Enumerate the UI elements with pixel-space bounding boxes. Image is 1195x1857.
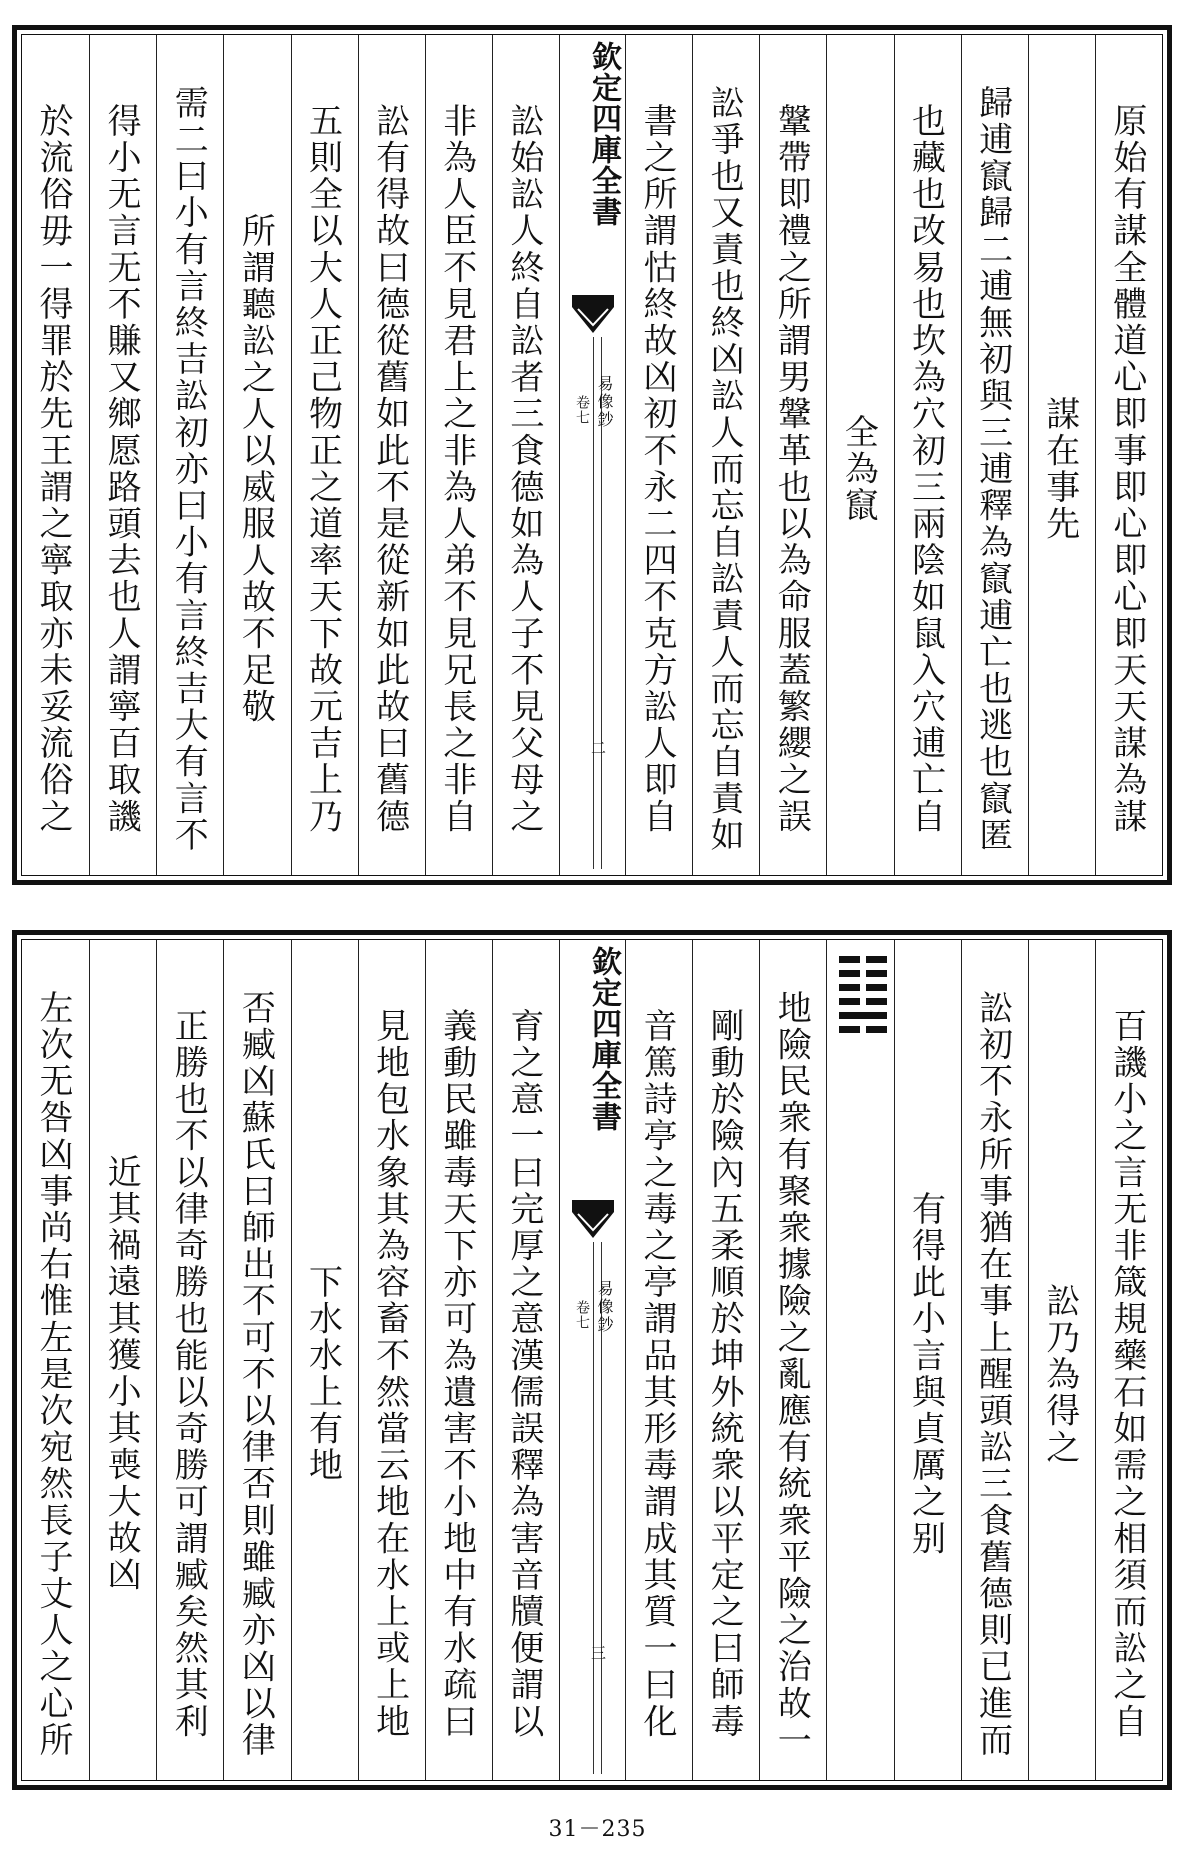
bottom-column-10	[425, 940, 492, 1780]
column-text: 也藏也改易也坎為穴初三兩陰如鼠入穴逋亡自	[905, 103, 946, 835]
bottom-column-6	[759, 940, 826, 1780]
bottom-column-11	[358, 940, 425, 1780]
bottom-column-3	[961, 940, 1028, 1780]
column-text: 地險民衆有聚衆據險之亂應有統衆平險之治故一	[771, 989, 812, 1759]
volume-label: 卷七	[574, 395, 590, 425]
column-text: 需二曰小有言終吉訟初亦曰小有言終吉大有言不	[168, 84, 209, 854]
shi-hexagram-icon	[839, 956, 887, 1040]
book-name: 易像鈔	[595, 1280, 614, 1334]
folio-number: 三	[589, 1645, 607, 1660]
column-text: 育之意一曰完厚之意漢儒誤釋為害音牘便謂以	[503, 1008, 544, 1740]
column-text: 訟有得故曰德從舊如此不是從新如此故曰舊德	[369, 103, 410, 835]
top-column-10	[425, 35, 492, 875]
book-collection-title: 欽定四庫全書	[586, 41, 621, 227]
book-collection-title: 欽定四庫全書	[586, 946, 621, 1132]
top-center-fold	[559, 35, 625, 875]
fish-tail-mark-icon	[570, 1198, 616, 1242]
column-text: 全為竄	[838, 414, 879, 524]
bottom-column-14	[156, 940, 223, 1780]
bottom-column-1	[1095, 940, 1162, 1780]
column-text: 正勝也不以律奇勝也能以奇勝可謂臧矣然其利	[168, 1008, 209, 1740]
book-name: 易像鈔	[595, 375, 614, 429]
column-text: 百譏小之言无非箴規藥石如需之相須而訟之自	[1106, 1008, 1147, 1740]
top-column-11	[358, 35, 425, 875]
top-column-5	[826, 35, 893, 875]
top-column-7	[692, 35, 759, 875]
fish-tail-mark-icon	[570, 293, 616, 337]
bottom-column-12	[291, 940, 358, 1780]
column-text: 五則全以大人正己物正之道率天下故元吉上乃	[302, 103, 343, 835]
bottom-column-2	[1028, 940, 1095, 1780]
bottom-column-8	[625, 940, 692, 1780]
bottom-column-15	[89, 940, 156, 1780]
column-text: 鞶帶即禮之所謂男鞶革也以為命服蓋繁纓之誤	[771, 103, 812, 835]
page-number: 31－235	[548, 1817, 647, 1842]
top-column-4	[894, 35, 961, 875]
column-text: 見地包水象其為容畜不然當云地在水上或上地	[369, 1008, 410, 1740]
top-text-columns	[22, 35, 1162, 875]
top-column-3	[961, 35, 1028, 875]
column-text: 謀在事先	[1039, 395, 1080, 543]
top-column-14	[156, 35, 223, 875]
bottom-column-9	[492, 940, 559, 1780]
folio-number: 二	[589, 740, 607, 755]
column-text: 下水水上有地	[302, 1264, 343, 1484]
column-text: 訟乃為得之	[1039, 1282, 1080, 1466]
column-text: 訟始訟人終自訟者三食德如為人子不見父母之	[503, 103, 544, 835]
column-text: 非為人臣不見君上之非為人弟不見兄長之非自	[436, 103, 477, 835]
bottom-center-fold	[559, 940, 625, 1780]
column-text: 歸逋竄歸二逋無初與三逋釋為竄逋亡也逃也竄匿	[972, 84, 1013, 854]
top-column-15	[89, 35, 156, 875]
top-column-8	[625, 35, 692, 875]
column-text: 義動民雖毒天下亦可為遺害不小地中有水疏曰	[436, 1008, 477, 1740]
bottom-column-13	[223, 940, 290, 1780]
top-page	[12, 25, 1172, 885]
top-column-16	[22, 35, 89, 875]
bottom-column-7	[692, 940, 759, 1780]
top-column-6	[759, 35, 826, 875]
bottom-column-16	[22, 940, 89, 1780]
column-text: 所謂聽訟之人以威服人故不足敬	[235, 212, 276, 726]
top-column-13	[223, 35, 290, 875]
column-text: 得小无言无不賺又鄉愿路頭去也人謂寧百取譏	[101, 103, 142, 835]
column-text: 原始有謀全體道心即事即心即心即天天謀為謀	[1106, 103, 1147, 835]
column-text: 書之所謂怙終故凶初不永二四不克方訟人即自	[637, 103, 677, 835]
column-text: 訟初不永所事猶在事上醒頭訟三食舊德則已進而	[972, 989, 1013, 1759]
top-column-1	[1095, 35, 1162, 875]
bottom-column-4	[894, 940, 961, 1780]
bottom-column-5	[826, 940, 893, 1780]
column-text: 近其禍遠其獲小其喪大故凶	[101, 1154, 142, 1594]
volume-label: 卷七	[574, 1300, 590, 1330]
column-text: 剛動於險內五柔順於坤外統衆以平定之曰師毒	[704, 1008, 745, 1740]
top-column-2	[1028, 35, 1095, 875]
column-text: 於流俗毋一得罪於先王謂之寧取亦未妥流俗之	[33, 103, 73, 835]
column-text: 音篤詩亭之毒之亭謂品其形毒謂成其質一曰化	[637, 1008, 677, 1740]
column-text: 有得此小言與貞厲之别	[905, 1191, 946, 1557]
column-text: 訟爭也又責也終凶訟人而忘自訟責人而忘自責如	[704, 84, 745, 854]
top-column-12	[291, 35, 358, 875]
column-text: 左次无咎凶事尚右惟左是次宛然長子丈人之心所	[33, 989, 73, 1759]
bottom-text-columns	[22, 940, 1162, 1780]
bottom-page	[12, 930, 1172, 1790]
top-column-9	[492, 35, 559, 875]
column-text: 否臧凶蘇氏曰師出不可不以律否則雖臧亦凶以律	[235, 989, 276, 1759]
